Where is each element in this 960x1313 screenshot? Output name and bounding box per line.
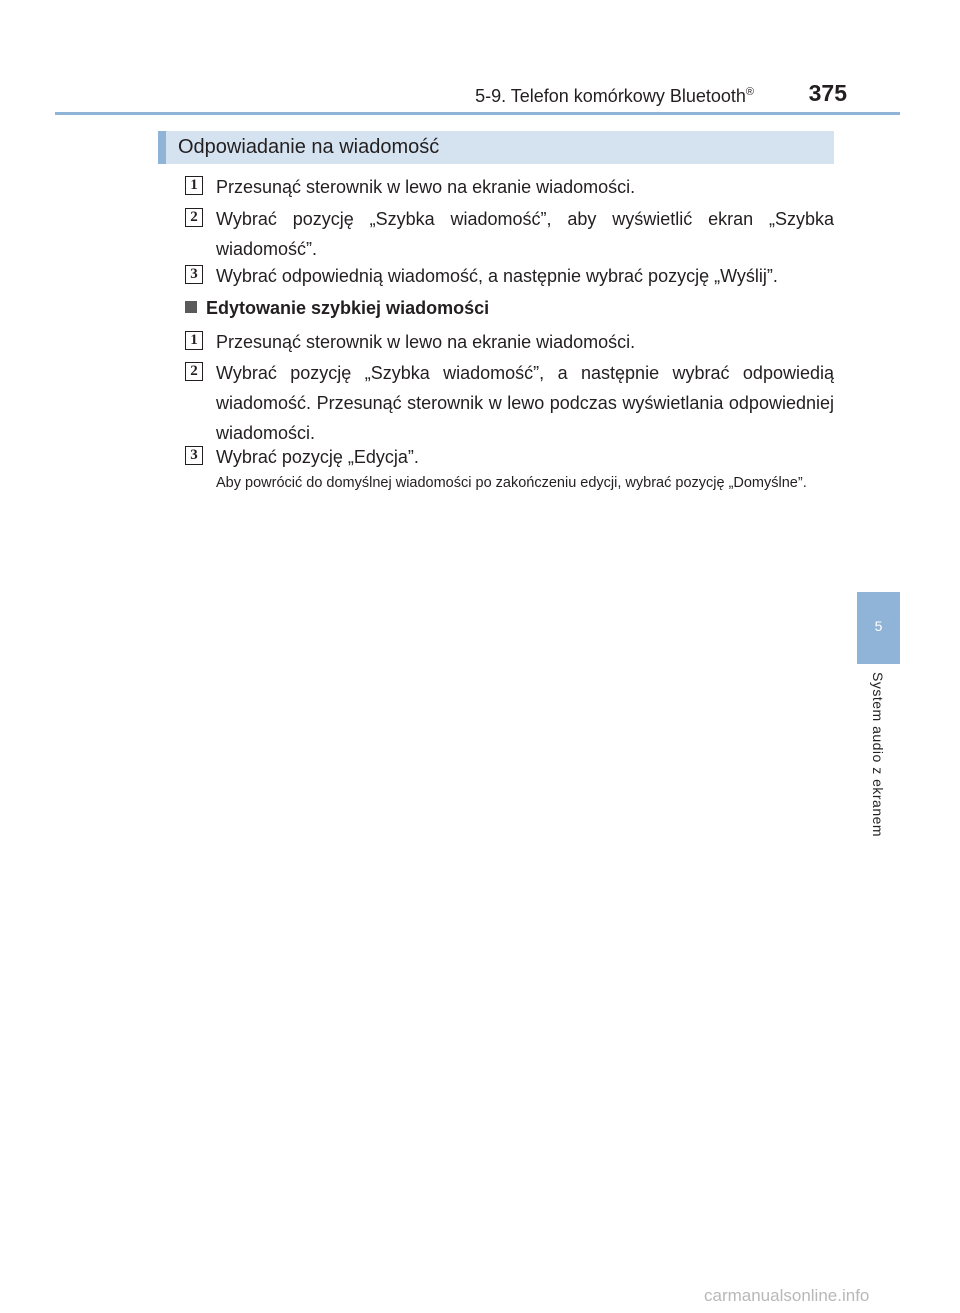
header-rule bbox=[55, 112, 900, 115]
running-header-title bbox=[475, 86, 754, 107]
step-number-3: 3 bbox=[185, 265, 203, 284]
step-number-1: 1 bbox=[185, 176, 203, 195]
step-text-2: Wybrać pozycję „Szybka wiadomość”, aby wyświetlić ekran „Szybka wiadomość”. bbox=[216, 209, 834, 259]
watermark: carmanualsonline.info bbox=[704, 1286, 870, 1305]
chapter-tab bbox=[857, 592, 900, 664]
step-text-3: Wybrać odpowiednią wiadomość, a następnie wybrać pozycję „Wyślij”. bbox=[216, 266, 778, 286]
section-heading-bar bbox=[158, 131, 834, 164]
sub-step-number-3: 3 bbox=[185, 446, 203, 465]
subsection-title: Edytowanie szybkiej wiadomości bbox=[206, 298, 490, 318]
chapter-number: 5 bbox=[874, 618, 883, 634]
sub-step-number-2: 2 bbox=[185, 362, 203, 381]
step-text-1: Przesunąć sterownik w lewo na ekranie wiadomości. bbox=[216, 177, 636, 197]
sub-step-text-1: Przesunąć sterownik w lewo na ekranie wiadomości. bbox=[216, 332, 636, 352]
subsection-heading bbox=[185, 295, 489, 321]
square-bullet-icon bbox=[185, 301, 197, 313]
chapter-label: System audio z ekranem bbox=[870, 672, 886, 838]
sub-step-number-1: 1 bbox=[185, 331, 203, 350]
sub-step-text-3: Wybrać pozycję „Edycja”. bbox=[216, 447, 419, 467]
step-number-2: 2 bbox=[185, 208, 203, 227]
running-header-text: 5-9. Telefon komórkowy Bluetooth bbox=[475, 86, 746, 106]
note-text: Aby powrócić do domyślnej wiadomości po zakończeniu edycji, wybrać pozycję „Domyślne”. bbox=[216, 475, 807, 491]
registered-mark: ® bbox=[745, 86, 754, 98]
sub-step-text-2: Wybrać pozycję „Szybka wiadomość”, a następnie wybrać odpowiedią wiadomość. Przesunąć sterownik w lewo podczas wyświetlania odpowiedniej wiadomości. bbox=[216, 363, 834, 443]
page-number: 375 bbox=[808, 80, 847, 106]
section-title: Odpowiadanie na wiadomość bbox=[178, 136, 440, 158]
